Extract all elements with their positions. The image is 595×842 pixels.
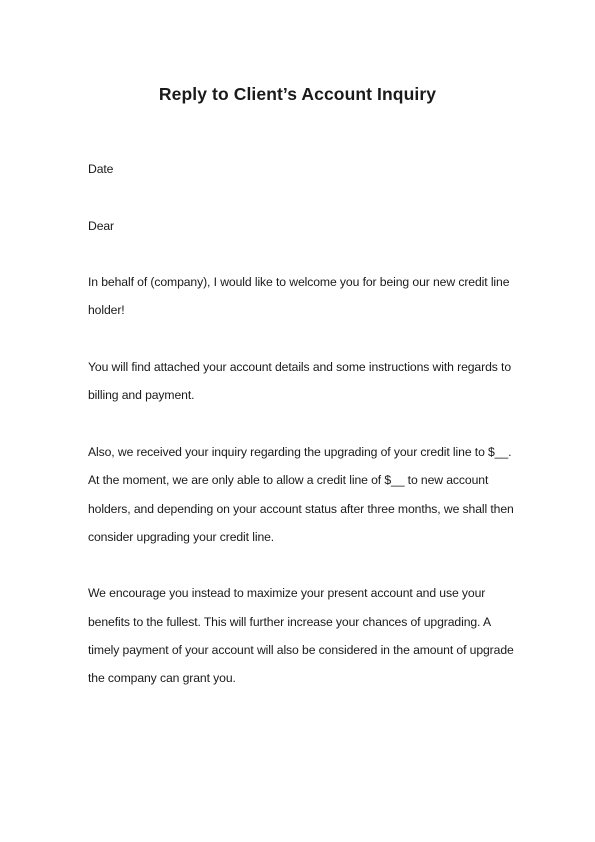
paragraph-line: Also, we received your inquiry regarding the upgrading of your credit line to $__.: [88, 444, 512, 459]
date-line: [88, 155, 518, 183]
salutation-line: [88, 212, 518, 240]
paragraph-line: the company can grant you.: [88, 671, 236, 686]
paragraph-line: You will find attached your account details and some instructions with regards to: [88, 360, 511, 375]
paragraph-encouragement: [88, 579, 518, 692]
paragraph-line: We encourage you instead to maximize your present account and use your: [88, 586, 486, 601]
paragraph-line: billing and payment.: [88, 388, 195, 403]
paragraph-attachments: [88, 353, 518, 410]
paragraph-line: holders, and depending on your account status after three months, we shall then: [88, 501, 514, 516]
paragraph-line: At the moment, we are only able to allow a credit line of $__ to new account: [88, 473, 489, 488]
paragraph-line: timely payment of your account will also be considered in the amount of upgrade: [88, 643, 514, 658]
letter-body: [88, 155, 518, 721]
date-label: Date: [88, 162, 114, 176]
paragraph-credit-line: [88, 438, 518, 551]
paragraph-line: benefits to the fullest. This will further increase your chances of upgrading. A: [88, 614, 491, 629]
paragraph-welcome: [88, 268, 518, 325]
paragraph-line: In behalf of (company), I would like to welcome you for being our new credit line: [88, 275, 510, 290]
paragraph-line: holder!: [88, 303, 125, 318]
salutation: Dear: [88, 218, 115, 233]
paragraph-line: consider upgrading your credit line.: [88, 529, 275, 544]
document-title: Reply to Client’s Account Inquiry: [158, 84, 437, 104]
